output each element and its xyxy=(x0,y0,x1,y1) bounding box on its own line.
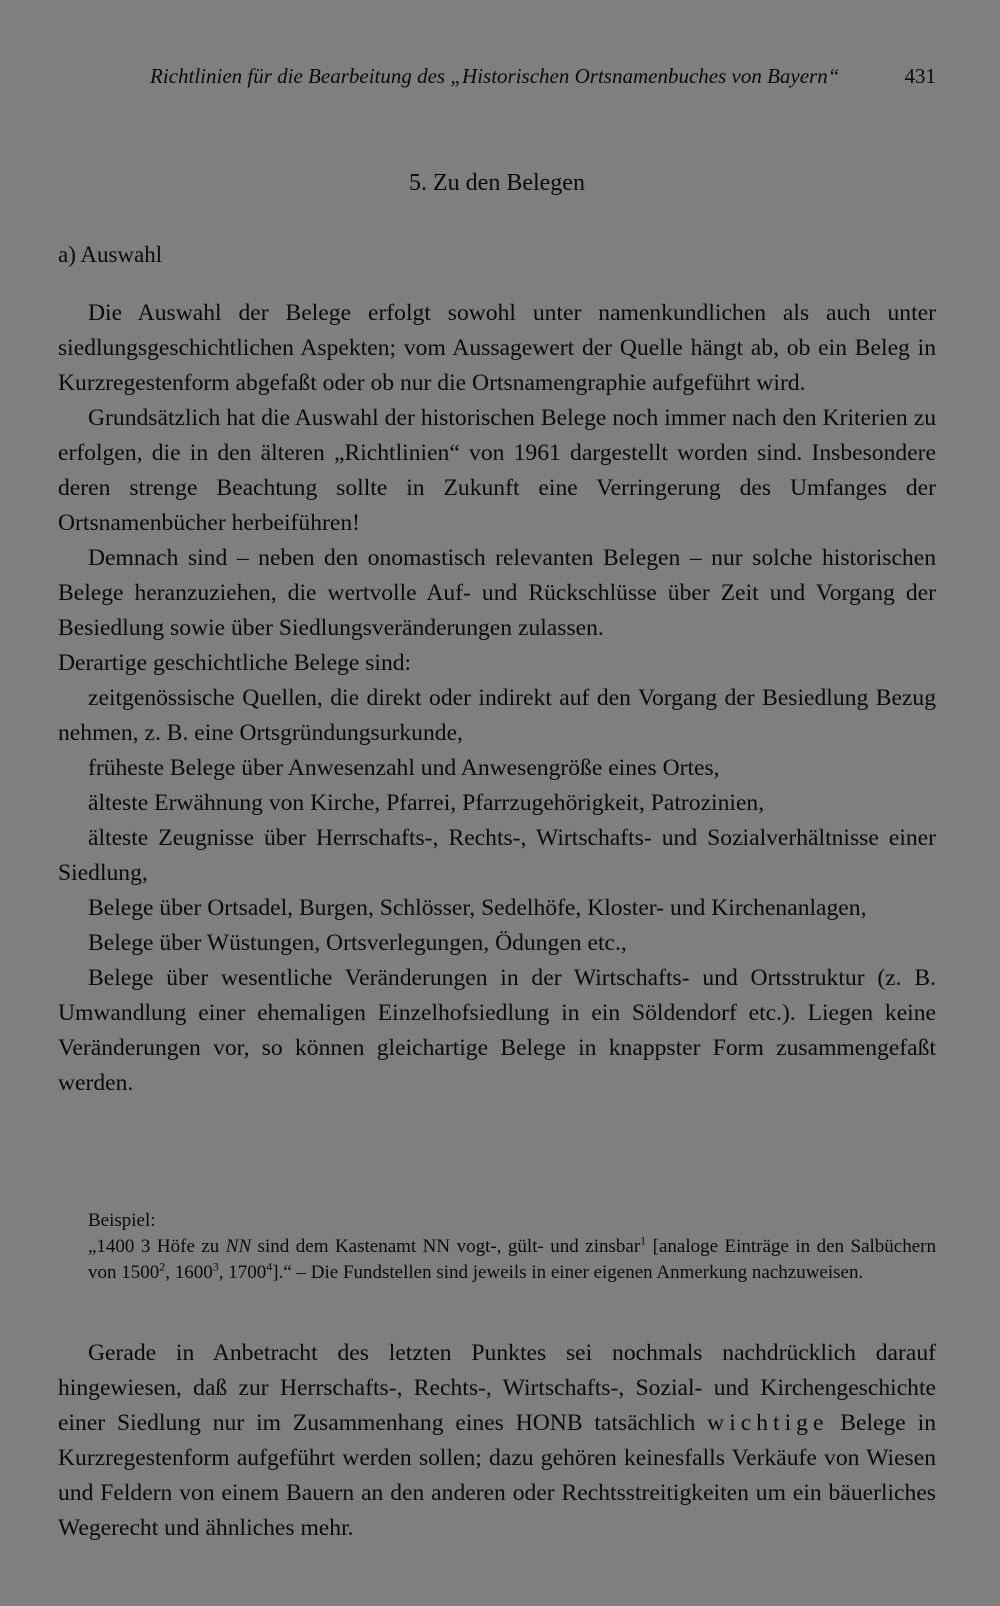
emphasized-word: wichtige xyxy=(707,1410,829,1436)
section-title: 5. Zu den Belegen xyxy=(409,170,585,196)
example-text-part: sind dem Kastenamt NN vogt-, gült- und zinsbar xyxy=(251,1236,641,1257)
list-item: Belege über wesentliche Veränderungen in der Wirtschafts- und Ortsstruktur (z. B. Umwandlung einer ehemaligen Einzelhofsiedlung in ein Söldendorf etc.). Liegen keine Veränderungen vor, so können gleichartige Belege in knappster Form zusammengefaßt werden. xyxy=(58,965,936,1096)
list-item: älteste Erwähnung von Kirche, Pfarrei, Pfarrzugehörigkeit, Patrozinien, xyxy=(88,790,765,816)
paragraph: Demnach sind – neben den onomastisch relevanten Belegen – nur solche historischen Belege heranzuziehen, die wertvolle Auf- und Rückschlüsse über Zeit und Vorgang der Besiedlung sowie über Siedlungsveränderungen zulassen. xyxy=(58,545,936,641)
example-text-part: , 1600 xyxy=(165,1262,213,1283)
list-item: älteste Zeugnisse über Herrschafts-, Rechts-, Wirtschafts- und Sozialverhältnisse einer Siedlung, xyxy=(58,825,936,886)
footnote-marker: 2 xyxy=(159,1259,166,1274)
body-text xyxy=(58,296,936,1101)
running-head-title: Richtlinien für die Bearbeitung des „Historischen Ortsnamenbuches von Bayern“ xyxy=(150,64,840,88)
example-text-part: ].“ – Die Fundstellen sind jeweils in einer eigenen Anmerkung nachzuweisen. xyxy=(272,1262,864,1283)
example-text xyxy=(88,1234,936,1286)
list-item: Belege über Ortsadel, Burgen, Schlösser, Sedelhöfe, Kloster- und Kirchenanlagen, xyxy=(88,895,867,921)
subsection-title: a) Auswahl xyxy=(58,242,163,267)
paragraph: Die Auswahl der Belege erfolgt sowohl unter namenkundlichen als auch unter siedlungsgeschichtlichen Aspekten; vom Aussagewert der Quelle hängt ab, ob ein Beleg in Kurzregestenform abgefaßt oder ob nur die Ortsnamengraphie aufgeführt wird. xyxy=(58,300,936,396)
footnote-marker: 1 xyxy=(640,1233,647,1248)
closing-paragraph xyxy=(58,1336,936,1546)
list-item: Belege über Wüstungen, Ortsverlegungen, Ödungen etc., xyxy=(88,930,627,956)
footnote-marker: 4 xyxy=(266,1259,273,1274)
list-intro: Derartige geschichtliche Belege sind: xyxy=(58,650,412,676)
page-number: 431 xyxy=(904,64,936,88)
list-item: früheste Belege über Anwesenzahl und Anwesengröße eines Ortes, xyxy=(88,755,720,781)
list-item: zeitgenössische Quellen, die direkt oder indirekt auf den Vorgang der Besiedlung Bezug nehmen, z. B. eine Ortsgründungsurkunde, xyxy=(58,685,936,746)
example-label: Beispiel: xyxy=(88,1210,156,1231)
example-placeholder-name: NN xyxy=(225,1236,252,1257)
example-text-part: „1400 3 Höfe zu xyxy=(88,1236,226,1257)
paragraph: Grundsätzlich hat die Auswahl der historischen Belege noch immer nach den Kriterien zu erfolgen, die in den älteren „Richtlinien“ von 1961 dargestellt worden sind. Insbesondere deren strenge Beachtung sollte in Zukunft eine Verringerung des Umfanges der Ortsnamenbücher herbeiführen! xyxy=(58,405,936,536)
paragraph xyxy=(58,1336,936,1546)
example-block xyxy=(88,1208,936,1286)
example-text-part: [analoge Einträge in den Salbüchern von 1500 xyxy=(88,1236,936,1283)
closing-text-part: Gerade in Anbetracht des letzten Punktes sei nochmals nachdrücklich darauf hingewiesen, daß zur Herrschafts-, Rechts-, Wirtschafts-, Sozial- und Kirchengeschichte einer Siedlung nur im Zusammenhang eines HONB tatsächlich xyxy=(58,1340,936,1436)
example-text-part: , 1700 xyxy=(218,1262,267,1283)
footnote-marker: 3 xyxy=(212,1259,219,1274)
document-page xyxy=(58,0,936,1606)
closing-text-part: Belege in Kurzregestenform aufgeführt werden sollen; dazu gehören keinesfalls Verkäufe von Wiesen und Feldern von einem Bauern an den anderen oder Rechtsstreitigkeiten um ein bäuerliches Wegerecht und ähnliches mehr. xyxy=(58,1410,936,1541)
